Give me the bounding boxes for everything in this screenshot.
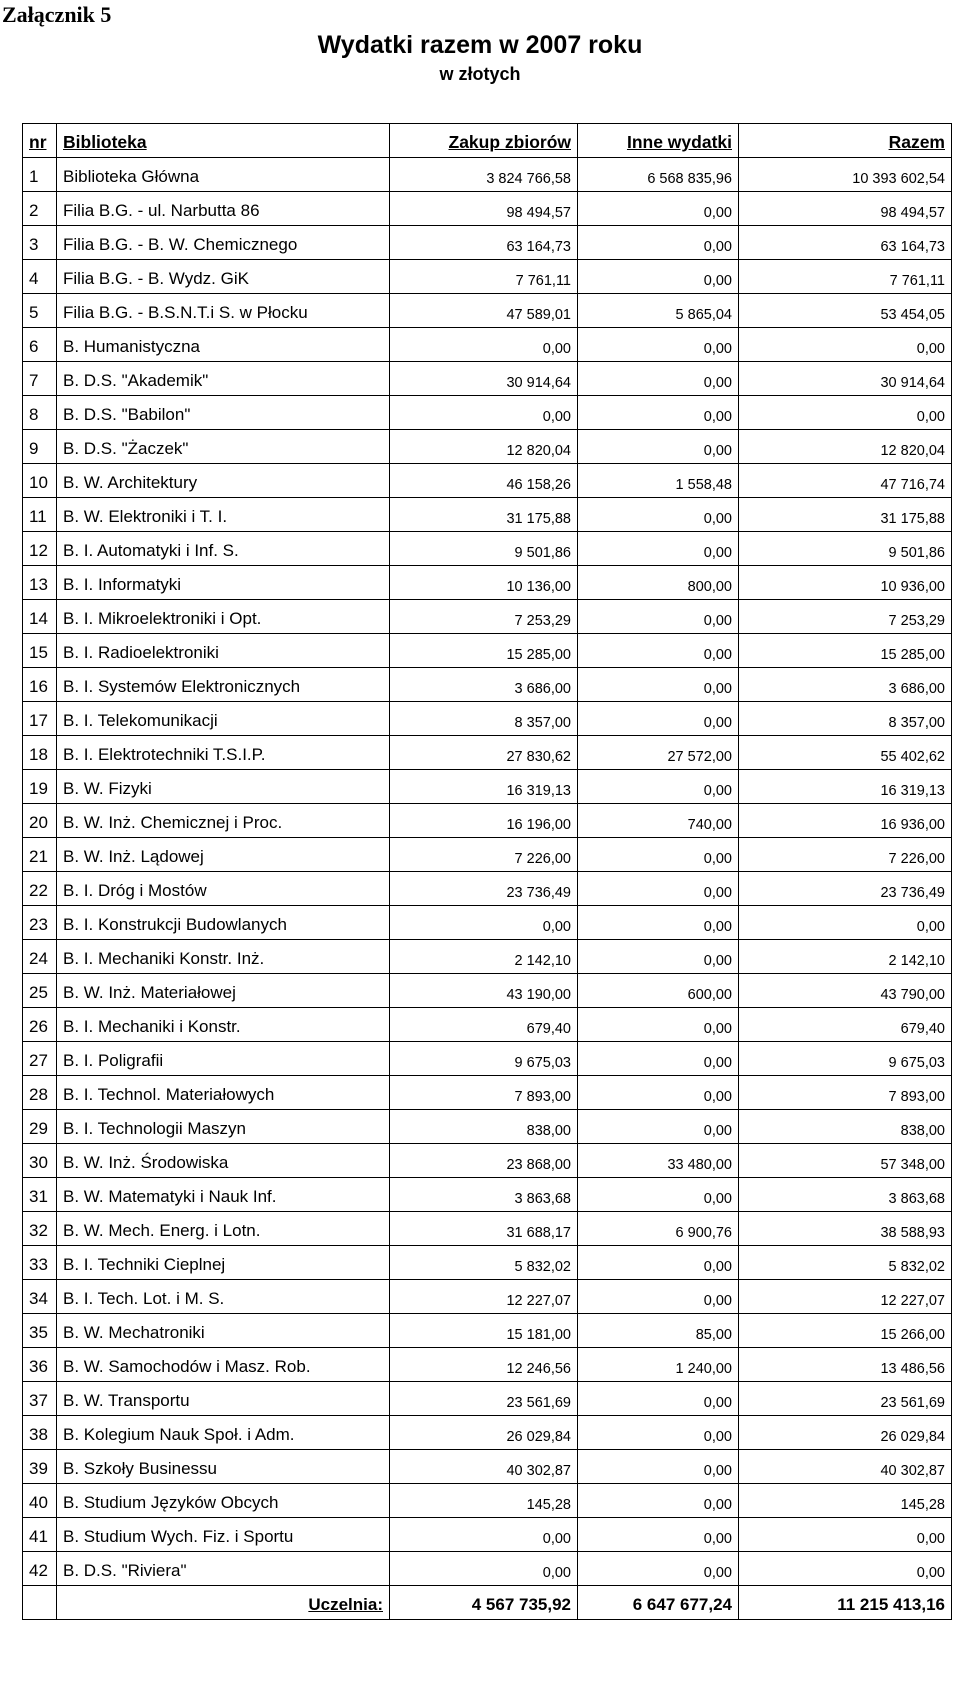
table-row [23,634,952,668]
cell-razem: 12 227,07 [739,1280,952,1314]
cell-inne: 0,00 [578,600,739,634]
cell-nr: 40 [23,1484,57,1518]
cell-biblioteka: B. Studium Języków Obcych [57,1484,390,1518]
cell-inne: 0,00 [578,770,739,804]
cell-biblioteka: B. I. Mechaniki i Konstr. [57,1008,390,1042]
cell-razem: 15 285,00 [739,634,952,668]
cell-nr: 9 [23,430,57,464]
table-row [23,1042,952,1076]
cell-nr: 2 [23,192,57,226]
table-row [23,1518,952,1552]
cell-biblioteka: B. I. Tech. Lot. i M. S. [57,1280,390,1314]
cell-zakup: 7 761,11 [390,260,578,294]
cell-nr: 36 [23,1348,57,1382]
cell-inne: 740,00 [578,804,739,838]
total-razem: 11 215 413,16 [739,1586,952,1620]
cell-inne: 33 480,00 [578,1144,739,1178]
cell-inne: 1 240,00 [578,1348,739,1382]
table-row [23,1246,952,1280]
cell-nr: 6 [23,328,57,362]
cell-zakup: 145,28 [390,1484,578,1518]
cell-razem: 16 319,13 [739,770,952,804]
table-row [23,192,952,226]
header-biblioteka: Biblioteka [57,124,390,158]
cell-razem: 23 736,49 [739,872,952,906]
table-row [23,940,952,974]
total-blank [23,1586,57,1620]
cell-inne: 0,00 [578,1076,739,1110]
cell-zakup: 23 868,00 [390,1144,578,1178]
cell-zakup: 63 164,73 [390,226,578,260]
page-subtitle: w złotych [439,64,521,84]
cell-zakup: 15 181,00 [390,1314,578,1348]
cell-nr: 4 [23,260,57,294]
cell-nr: 25 [23,974,57,1008]
cell-zakup: 43 190,00 [390,974,578,1008]
cell-inne: 0,00 [578,1280,739,1314]
cell-nr: 12 [23,532,57,566]
cell-razem: 47 716,74 [739,464,952,498]
cell-zakup: 5 832,02 [390,1246,578,1280]
table-row [23,906,952,940]
expenses-table [22,123,952,1620]
cell-nr: 19 [23,770,57,804]
cell-nr: 15 [23,634,57,668]
cell-zakup: 2 142,10 [390,940,578,974]
cell-razem: 679,40 [739,1008,952,1042]
cell-nr: 39 [23,1450,57,1484]
cell-biblioteka: B. I. Elektrotechniki T.S.I.P. [57,736,390,770]
table-row [23,1280,952,1314]
cell-razem: 98 494,57 [739,192,952,226]
cell-zakup: 10 136,00 [390,566,578,600]
cell-razem: 10 936,00 [739,566,952,600]
cell-razem: 10 393 602,54 [739,158,952,192]
cell-razem: 7 761,11 [739,260,952,294]
table-row [23,464,952,498]
cell-inne: 27 572,00 [578,736,739,770]
cell-zakup: 0,00 [390,328,578,362]
cell-biblioteka: B. I. Technologii Maszyn [57,1110,390,1144]
cell-biblioteka: B. W. Fizyki [57,770,390,804]
table-row [23,1212,952,1246]
cell-biblioteka: B. I. Technol. Materiałowych [57,1076,390,1110]
table-row [23,1314,952,1348]
table-row [23,804,952,838]
cell-razem: 0,00 [739,1552,952,1586]
cell-biblioteka: Filia B.G. - B. W. Chemicznego [57,226,390,260]
cell-inne: 0,00 [578,498,739,532]
cell-nr: 33 [23,1246,57,1280]
cell-inne: 1 558,48 [578,464,739,498]
cell-razem: 12 820,04 [739,430,952,464]
table-row [23,974,952,1008]
cell-inne: 0,00 [578,838,739,872]
cell-razem: 40 302,87 [739,1450,952,1484]
cell-biblioteka: B. W. Inż. Chemicznej i Proc. [57,804,390,838]
cell-inne: 0,00 [578,1416,739,1450]
cell-nr: 10 [23,464,57,498]
cell-nr: 8 [23,396,57,430]
cell-biblioteka: B. W. Inż. Środowiska [57,1144,390,1178]
cell-biblioteka: B. W. Architektury [57,464,390,498]
cell-zakup: 46 158,26 [390,464,578,498]
cell-inne: 0,00 [578,634,739,668]
cell-zakup: 47 589,01 [390,294,578,328]
cell-razem: 55 402,62 [739,736,952,770]
cell-nr: 41 [23,1518,57,1552]
table-row [23,430,952,464]
cell-razem: 9 675,03 [739,1042,952,1076]
cell-nr: 34 [23,1280,57,1314]
cell-razem: 43 790,00 [739,974,952,1008]
cell-zakup: 7 893,00 [390,1076,578,1110]
cell-zakup: 0,00 [390,906,578,940]
cell-inne: 0,00 [578,1042,739,1076]
cell-zakup: 27 830,62 [390,736,578,770]
cell-nr: 5 [23,294,57,328]
cell-razem: 31 175,88 [739,498,952,532]
cell-nr: 37 [23,1382,57,1416]
table-row [23,1178,952,1212]
cell-inne: 0,00 [578,1518,739,1552]
cell-inne: 600,00 [578,974,739,1008]
cell-razem: 26 029,84 [739,1416,952,1450]
cell-biblioteka: B. W. Samochodów i Masz. Rob. [57,1348,390,1382]
cell-nr: 22 [23,872,57,906]
cell-nr: 7 [23,362,57,396]
cell-inne: 0,00 [578,702,739,736]
table-row [23,1144,952,1178]
cell-razem: 63 164,73 [739,226,952,260]
table-row [23,600,952,634]
header-nr: nr [23,124,57,158]
cell-nr: 42 [23,1552,57,1586]
cell-biblioteka: B. Studium Wych. Fiz. i Sportu [57,1518,390,1552]
cell-inne: 0,00 [578,1246,739,1280]
cell-zakup: 31 688,17 [390,1212,578,1246]
cell-biblioteka: Filia B.G. - ul. Narbutta 86 [57,192,390,226]
cell-razem: 3 686,00 [739,668,952,702]
table-row [23,668,952,702]
cell-razem: 7 253,29 [739,600,952,634]
cell-nr: 20 [23,804,57,838]
cell-zakup: 9 675,03 [390,1042,578,1076]
table-row [23,1416,952,1450]
cell-zakup: 0,00 [390,396,578,430]
table-row [23,260,952,294]
cell-inne: 6 900,76 [578,1212,739,1246]
cell-inne: 0,00 [578,532,739,566]
cell-inne: 0,00 [578,1382,739,1416]
table-row [23,1348,952,1382]
total-inne: 6 647 677,24 [578,1586,739,1620]
cell-biblioteka: B. D.S. "Akademik" [57,362,390,396]
cell-zakup: 0,00 [390,1518,578,1552]
cell-biblioteka: B. W. Matematyki i Nauk Inf. [57,1178,390,1212]
cell-inne: 0,00 [578,430,739,464]
table-row [23,532,952,566]
cell-nr: 24 [23,940,57,974]
cell-razem: 8 357,00 [739,702,952,736]
cell-nr: 27 [23,1042,57,1076]
cell-zakup: 9 501,86 [390,532,578,566]
cell-zakup: 15 285,00 [390,634,578,668]
cell-inne: 85,00 [578,1314,739,1348]
cell-razem: 2 142,10 [739,940,952,974]
cell-razem: 0,00 [739,906,952,940]
cell-biblioteka: B. W. Transportu [57,1382,390,1416]
cell-nr: 32 [23,1212,57,1246]
table-row [23,736,952,770]
cell-zakup: 679,40 [390,1008,578,1042]
cell-nr: 30 [23,1144,57,1178]
table-body [23,158,952,1586]
table-row [23,328,952,362]
cell-biblioteka: B. Szkoły Businessu [57,1450,390,1484]
cell-inne: 0,00 [578,668,739,702]
cell-razem: 5 832,02 [739,1246,952,1280]
cell-zakup: 16 319,13 [390,770,578,804]
cell-inne: 0,00 [578,1552,739,1586]
table-row [23,396,952,430]
header-zakup: Zakup zbiorów [390,124,578,158]
cell-nr: 29 [23,1110,57,1144]
cell-inne: 0,00 [578,940,739,974]
cell-biblioteka: B. I. Systemów Elektronicznych [57,668,390,702]
cell-razem: 15 266,00 [739,1314,952,1348]
table-row [23,770,952,804]
table-row [23,362,952,396]
cell-nr: 28 [23,1076,57,1110]
cell-razem: 38 588,93 [739,1212,952,1246]
cell-razem: 7 226,00 [739,838,952,872]
cell-inne: 0,00 [578,1008,739,1042]
cell-nr: 1 [23,158,57,192]
cell-zakup: 7 253,29 [390,600,578,634]
cell-inne: 0,00 [578,226,739,260]
cell-zakup: 40 302,87 [390,1450,578,1484]
table-row [23,1110,952,1144]
total-label: Uczelnia: [57,1586,390,1620]
cell-biblioteka: B. D.S. "Riviera" [57,1552,390,1586]
cell-nr: 18 [23,736,57,770]
cell-biblioteka: B. I. Automatyki i Inf. S. [57,532,390,566]
cell-biblioteka: B. I. Radioelektroniki [57,634,390,668]
cell-razem: 0,00 [739,396,952,430]
total-zakup: 4 567 735,92 [390,1586,578,1620]
table-row [23,1008,952,1042]
cell-zakup: 12 820,04 [390,430,578,464]
cell-inne: 0,00 [578,328,739,362]
cell-razem: 0,00 [739,1518,952,1552]
cell-zakup: 30 914,64 [390,362,578,396]
cell-inne: 0,00 [578,1484,739,1518]
cell-razem: 838,00 [739,1110,952,1144]
cell-razem: 0,00 [739,328,952,362]
cell-biblioteka: Filia B.G. - B. Wydz. GiK [57,260,390,294]
cell-biblioteka: B. W. Inż. Materiałowej [57,974,390,1008]
cell-razem: 53 454,05 [739,294,952,328]
header-row [23,124,952,158]
cell-razem: 9 501,86 [739,532,952,566]
cell-nr: 3 [23,226,57,260]
cell-biblioteka: B. W. Elektroniki i T. I. [57,498,390,532]
cell-nr: 35 [23,1314,57,1348]
table-row [23,872,952,906]
annex-label: Załącznik 5 [2,2,112,27]
cell-nr: 17 [23,702,57,736]
cell-biblioteka: B. D.S. "Babilon" [57,396,390,430]
cell-biblioteka: B. I. Dróg i Mostów [57,872,390,906]
cell-biblioteka: B. Humanistyczna [57,328,390,362]
cell-nr: 13 [23,566,57,600]
cell-inne: 0,00 [578,1110,739,1144]
cell-inne: 5 865,04 [578,294,739,328]
cell-nr: 23 [23,906,57,940]
cell-razem: 16 936,00 [739,804,952,838]
cell-inne: 6 568 835,96 [578,158,739,192]
cell-biblioteka: B. I. Konstrukcji Budowlanych [57,906,390,940]
cell-zakup: 3 824 766,58 [390,158,578,192]
cell-inne: 0,00 [578,1450,739,1484]
cell-nr: 38 [23,1416,57,1450]
cell-inne: 0,00 [578,260,739,294]
table-row [23,294,952,328]
cell-razem: 13 486,56 [739,1348,952,1382]
cell-nr: 11 [23,498,57,532]
cell-inne: 0,00 [578,872,739,906]
cell-inne: 800,00 [578,566,739,600]
cell-biblioteka: B. I. Mechaniki Konstr. Inż. [57,940,390,974]
cell-zakup: 12 246,56 [390,1348,578,1382]
table-row [23,1450,952,1484]
cell-biblioteka: B. I. Mikroelektroniki i Opt. [57,600,390,634]
cell-zakup: 16 196,00 [390,804,578,838]
cell-biblioteka: B. W. Mech. Energ. i Lotn. [57,1212,390,1246]
cell-biblioteka: Filia B.G. - B.S.N.T.i S. w Płocku [57,294,390,328]
cell-biblioteka: B. I. Techniki Cieplnej [57,1246,390,1280]
cell-zakup: 7 226,00 [390,838,578,872]
header-inne: Inne wydatki [578,124,739,158]
cell-inne: 0,00 [578,906,739,940]
cell-biblioteka: B. I. Telekomunikacji [57,702,390,736]
table-row [23,226,952,260]
table-row [23,566,952,600]
cell-biblioteka: B. D.S. "Żaczek" [57,430,390,464]
table-row [23,1076,952,1110]
cell-razem: 7 893,00 [739,1076,952,1110]
cell-nr: 14 [23,600,57,634]
table-row [23,498,952,532]
cell-zakup: 23 561,69 [390,1382,578,1416]
cell-razem: 57 348,00 [739,1144,952,1178]
cell-inne: 0,00 [578,1178,739,1212]
cell-zakup: 838,00 [390,1110,578,1144]
cell-razem: 23 561,69 [739,1382,952,1416]
cell-biblioteka: B. Kolegium Nauk Społ. i Adm. [57,1416,390,1450]
table-row [23,838,952,872]
cell-zakup: 12 227,07 [390,1280,578,1314]
cell-zakup: 98 494,57 [390,192,578,226]
cell-zakup: 3 686,00 [390,668,578,702]
cell-zakup: 31 175,88 [390,498,578,532]
cell-zakup: 26 029,84 [390,1416,578,1450]
cell-biblioteka: Biblioteka Główna [57,158,390,192]
cell-inne: 0,00 [578,362,739,396]
table-row [23,1552,952,1586]
cell-nr: 16 [23,668,57,702]
total-row [23,1586,952,1620]
page-title: Wydatki razem w 2007 roku [317,31,643,59]
table-row [23,702,952,736]
cell-biblioteka: B. W. Mechatroniki [57,1314,390,1348]
cell-nr: 21 [23,838,57,872]
cell-nr: 26 [23,1008,57,1042]
cell-zakup: 23 736,49 [390,872,578,906]
cell-zakup: 0,00 [390,1552,578,1586]
cell-inne: 0,00 [578,396,739,430]
cell-razem: 30 914,64 [739,362,952,396]
cell-zakup: 3 863,68 [390,1178,578,1212]
header-razem: Razem [739,124,952,158]
cell-biblioteka: B. W. Inż. Lądowej [57,838,390,872]
table-row [23,1484,952,1518]
cell-nr: 31 [23,1178,57,1212]
cell-biblioteka: B. I. Poligrafii [57,1042,390,1076]
cell-razem: 3 863,68 [739,1178,952,1212]
cell-zakup: 8 357,00 [390,702,578,736]
cell-inne: 0,00 [578,192,739,226]
cell-razem: 145,28 [739,1484,952,1518]
table-row [23,158,952,192]
table-row [23,1382,952,1416]
cell-biblioteka: B. I. Informatyki [57,566,390,600]
